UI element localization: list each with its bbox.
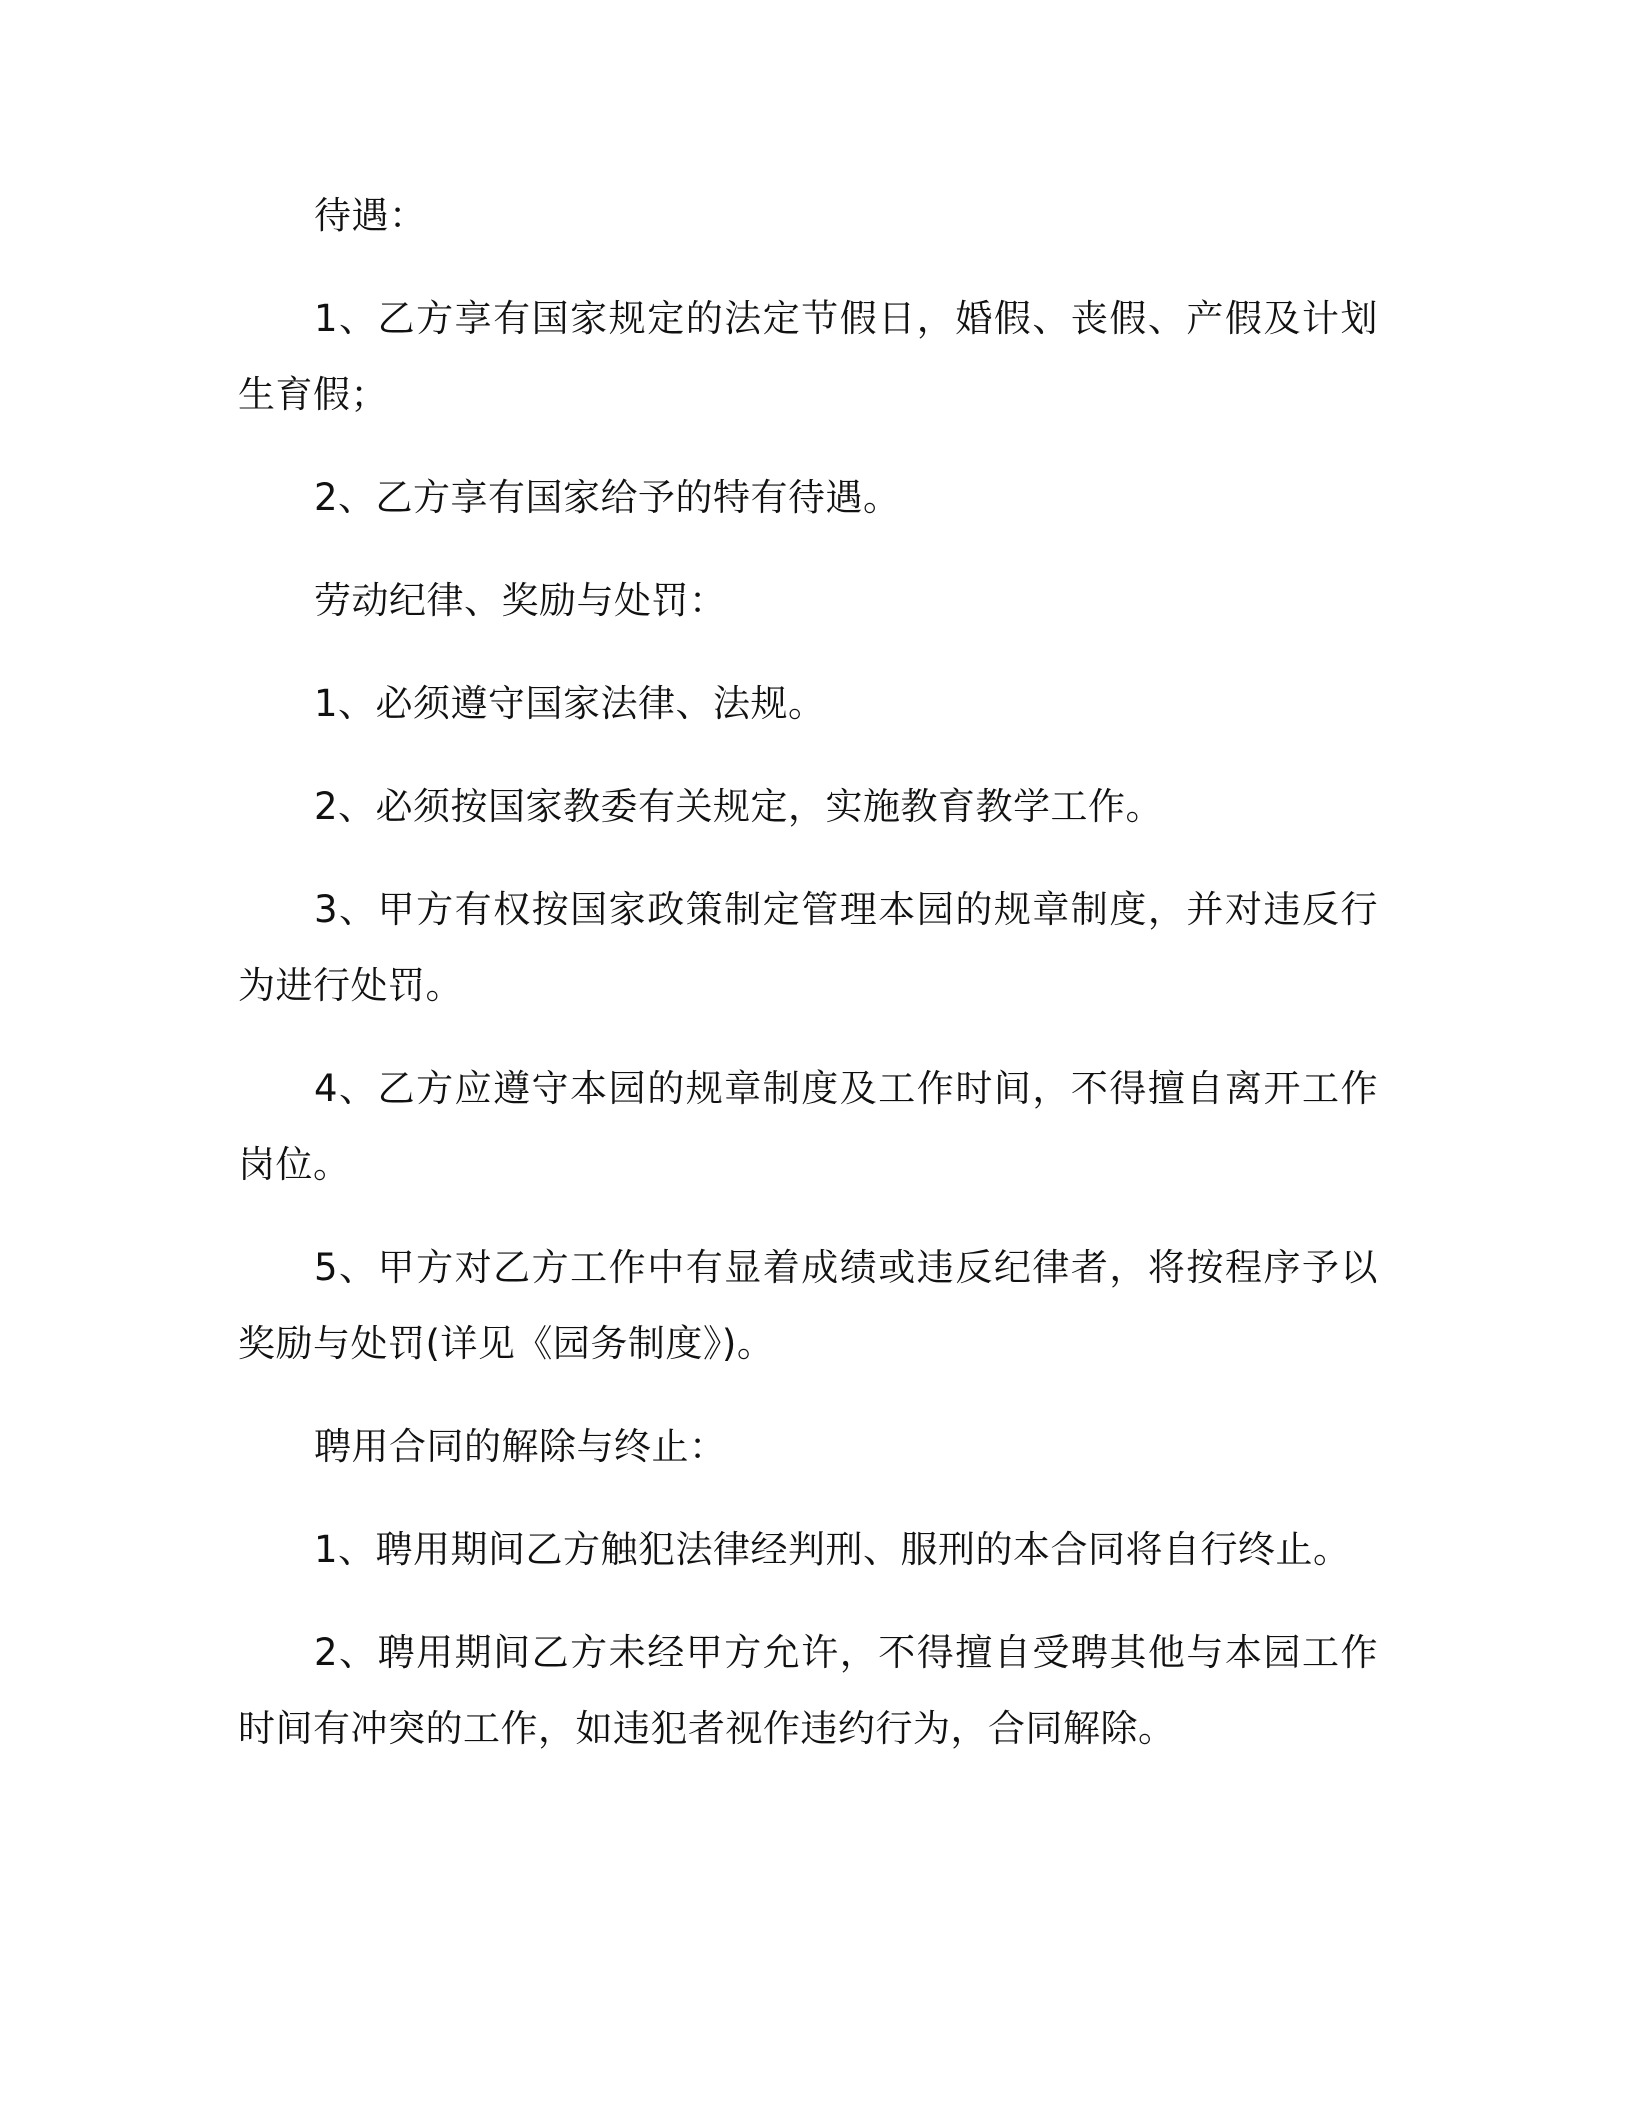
section-heading-benefits: 待遇： xyxy=(314,194,427,237)
benefits-item-1: 1、乙方享有国家规定的法定节假日，婚假、丧假、产假及计划生育假； xyxy=(238,297,1378,416)
section-heading-discipline: 劳动纪律、奖励与处罚： xyxy=(314,579,727,622)
discipline-item-2: 2、必须按国家教委有关规定，实施教育教学工作。 xyxy=(314,785,1164,828)
termination-item-1: 1、聘用期间乙方触犯法律经判刑、服刑的本合同将自行终止。 xyxy=(314,1528,1351,1571)
benefits-item-2: 2、乙方享有国家给予的特有待遇。 xyxy=(314,476,901,519)
termination-item-2: 2、聘用期间乙方未经甲方允许，不得擅自受聘其他与本园工作时间有冲突的工作，如违犯者视作违约行为，合同解除。 xyxy=(238,1631,1378,1750)
section-heading-termination: 聘用合同的解除与终止： xyxy=(314,1425,727,1468)
document-body xyxy=(238,178,1378,1794)
discipline-item-3: 3、甲方有权按国家政策制定管理本园的规章制度，并对违反行为进行处罚。 xyxy=(238,888,1378,1007)
discipline-item-4: 4、乙方应遵守本园的规章制度及工作时间，不得擅自离开工作岗位。 xyxy=(238,1067,1378,1186)
discipline-item-1: 1、必须遵守国家法律、法规。 xyxy=(314,682,826,725)
discipline-item-5: 5、甲方对乙方工作中有显着成绩或违反纪律者，将按程序予以奖励与处罚(详见《园务制度》)。 xyxy=(238,1246,1378,1365)
